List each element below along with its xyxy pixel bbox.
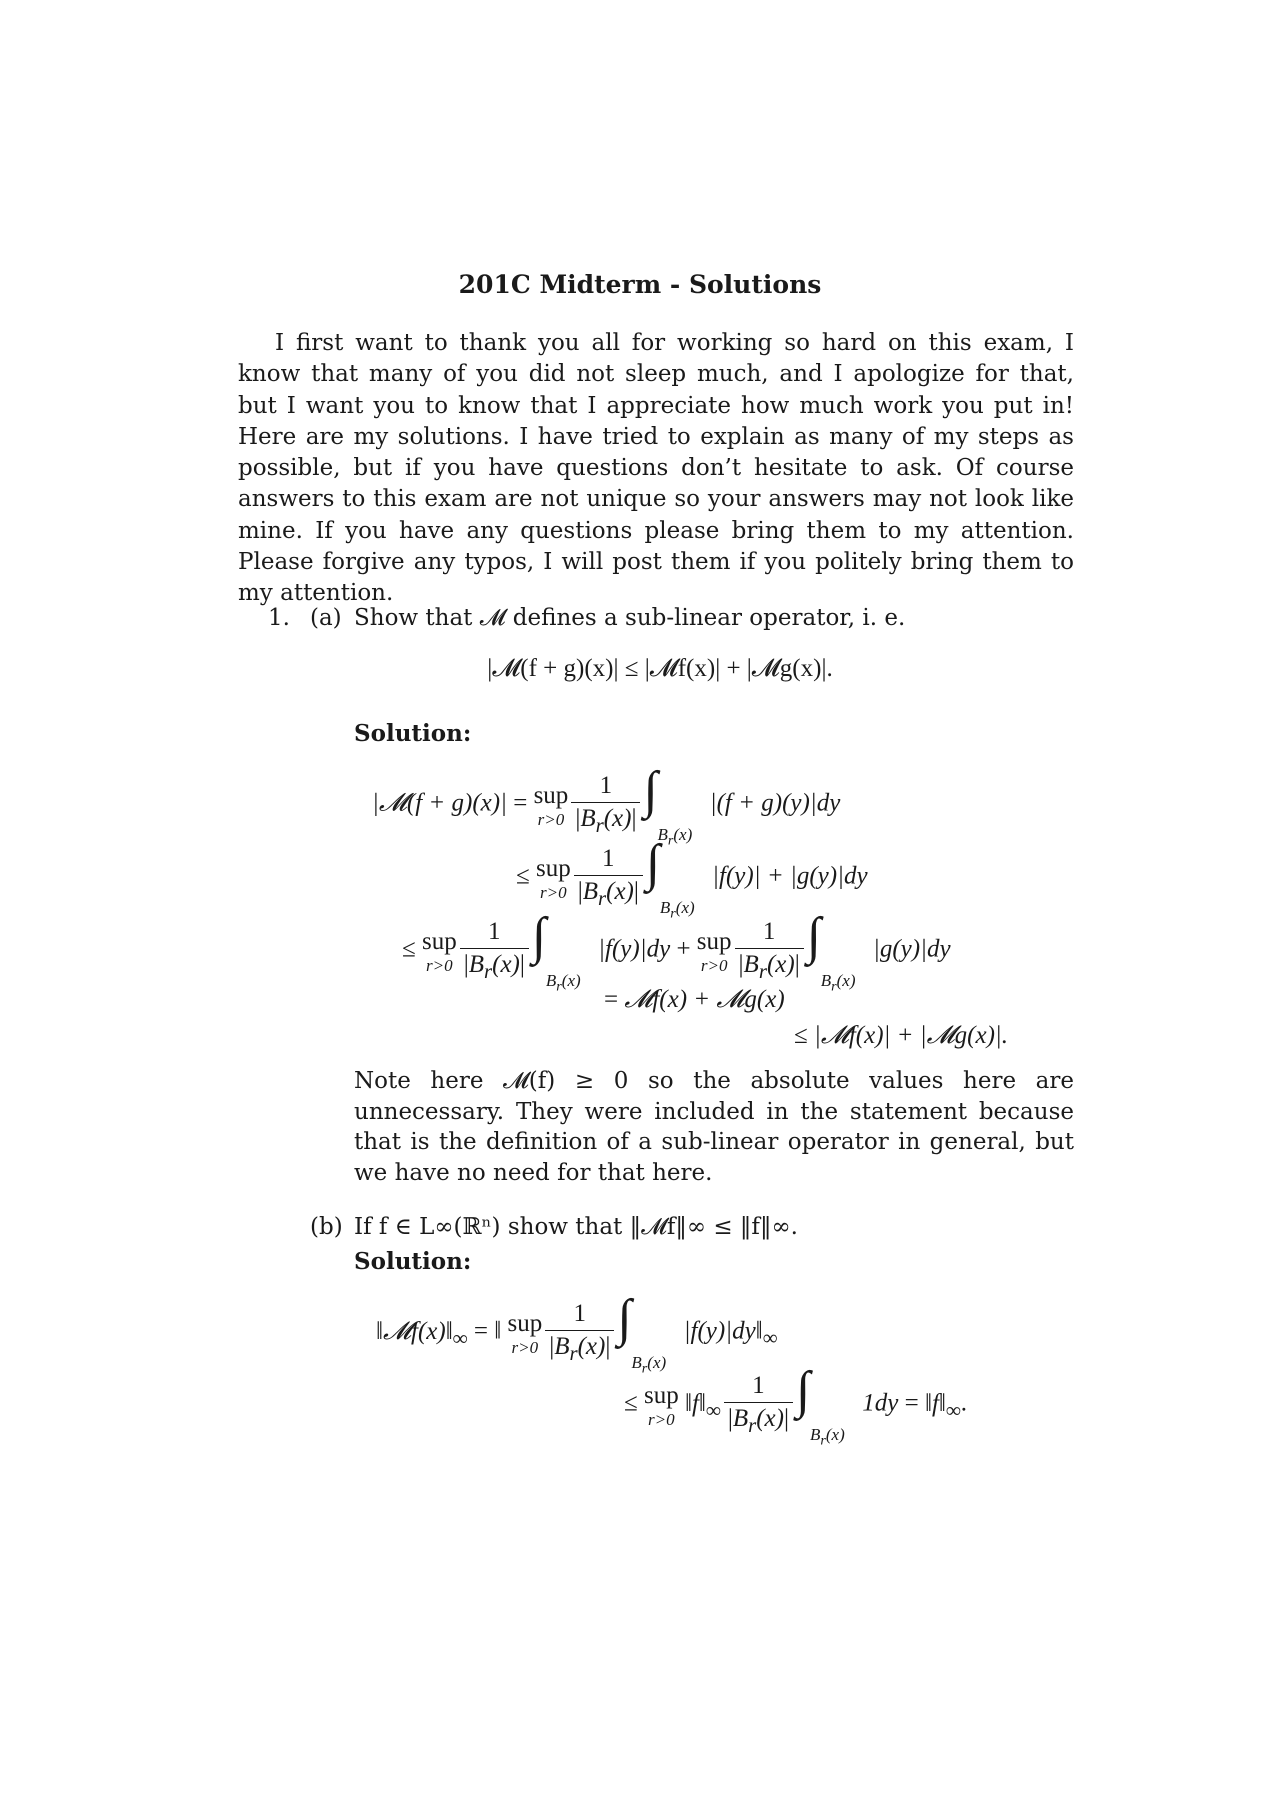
part-a-note: Note here 𝓜(f) ≥ 0 so the absolute values here are unnecessary. They were included in the statement because that is the definition of a sub-linear operator in general, but we have no need for that here. xyxy=(354,1068,1074,1186)
intro-paragraph: I first want to thank you all for working so hard on this exam, I know that many of you did not sleep much, and I apologize for that, but I want you to know that I appreciate how much work you put in! Here are my solutions. I have tried to explain as many of my steps as possible, but if you have questions don’t hesitate to ask. Of course answers to this exam are not unique so your answers may not look like mine. If you have any questions please bring them to my attention. Please forgive any typos, I will post them if you politely bring them to my attention. xyxy=(238,330,1074,607)
derivation-line-3: ≤ sup r>0 $\frac{1}{|B_r(x)|}$ ∫ $B_r(x)$ |f(y)|dy + sup r>0 $\frac{1}{|B_r(x)|}$ ∫ $B_r(x)$ |g(y)|dy xyxy=(402,908,951,994)
page-title: 201C Midterm - Solutions xyxy=(458,270,822,299)
sublinear-inequality: |𝓜(f + g)(x)| ≤ |𝓜f(x)| + |𝓜g(x)|. xyxy=(487,655,833,682)
derivation-line-4: = 𝓜f(x) + 𝓜g(x) xyxy=(604,986,785,1013)
part-a-statement: Show that 𝓜 defines a sub-linear operator, i. e. xyxy=(354,605,906,631)
part-b-statement: If f ∈ L∞(ℝⁿ) show that ‖𝓜f‖∞ ≤ ‖f‖∞. xyxy=(354,1214,798,1240)
part-b-label: (b) xyxy=(310,1214,343,1240)
part-b-solution-label: Solution: xyxy=(354,1248,472,1275)
derivation-line-2: ≤ sup r>0 $\frac{1}{|B_r(x)|}$ ∫ $B_r(x)$ |f(y)| + |g(y)|dy xyxy=(516,835,868,921)
part-b-line-2: ≤ sup r>0 $‖f‖_\infty$ $\frac{1}{|B_r(x)|}$ ∫ $B_r(x)$ $1dy = ‖f‖_\infty$. xyxy=(624,1362,968,1448)
derivation-line-5: ≤ |𝓜f(x)| + |𝓜g(x)|. xyxy=(794,1022,1009,1049)
derivation-line-1: |𝓜(f + g)(x)| = sup r>0 $\frac{1}{|B_r(x)|}$ ∫ $B_r(x)$ |(f + g)(y)|dy xyxy=(372,762,841,848)
part-b-line-1: $‖𝓜f(x)‖_\infty$ = ‖ sup r>0 $\frac{1}{|B_r(x)|}$ ∫ $B_r(x)$ $|f(y)|dy‖_\infty$ xyxy=(376,1290,778,1376)
part-a-solution-label: Solution: xyxy=(354,720,472,747)
problem-number: 1. xyxy=(268,605,290,631)
part-a-label: (a) xyxy=(310,605,342,631)
